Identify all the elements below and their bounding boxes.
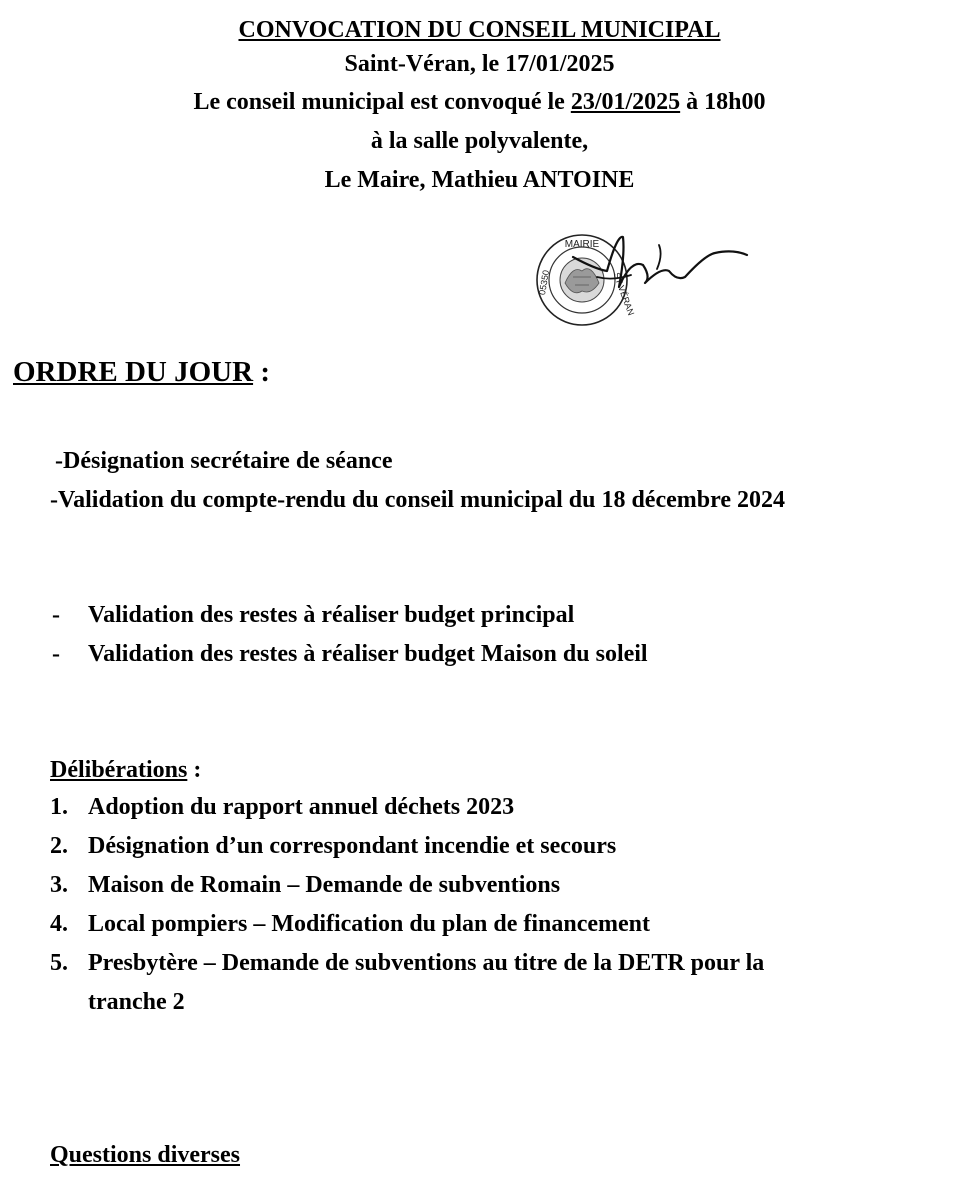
agenda-heading-text: ORDRE DU JOUR [13,356,254,388]
agenda-heading-suffix: : [253,356,270,388]
deliberation-text: Adoption du rapport annuel déchets 2023 [88,794,515,820]
deliberations-heading-text: Délibérations [50,757,188,783]
seal-text-right: ST VÉRAN [611,271,637,317]
deliberation-text: Local pompiers – Modification du plan de financement [88,911,651,937]
signatory: Le Maire, Mathieu ANTOINE [324,167,635,193]
deliberations-heading-suffix: : [187,757,202,783]
intro-item-secretary: -Désignation secrétaire de séance [55,448,393,474]
deliberation-text-continuation: tranche 2 [88,989,185,1015]
questions-heading [50,1143,240,1167]
deliberation-text: Maison de Romain – Demande de subventions [88,872,561,898]
deliberation-number: 5. [50,950,68,976]
questions-heading-text: Questions diverses [50,1142,241,1168]
bullet-text: Validation des restes à réaliser budget principal [88,602,575,628]
meeting-date: 23/01/2025 [570,89,681,115]
deliberation-number: 4. [50,911,68,937]
convocation-prefix: Le conseil municipal est convoqué le [193,89,565,115]
seal-code: 05350 [536,269,552,296]
convocation-line [0,90,959,114]
meeting-location: à la salle polyvalente, [370,128,589,154]
bullet-dash: - [52,602,60,628]
deliberation-number: 1. [50,794,68,820]
title-text: CONVOCATION DU CONSEIL MUNICIPAL [238,17,721,43]
deliberations-heading [50,758,201,782]
mayor-seal-signature [535,225,755,335]
intro-item-minutes: -Validation du compte-rendu du conseil municipal du 18 décembre 2024 [50,487,785,513]
document-title [0,18,959,42]
agenda-heading [13,358,270,387]
deliberation-number: 2. [50,833,68,859]
bullet-text: Validation des restes à réaliser budget Maison du soleil [88,641,648,667]
bullet-dash: - [52,641,60,667]
deliberation-text: Désignation d’un correspondant incendie et secours [88,833,617,859]
place-date: Saint-Véran, le 17/01/2025 [344,51,615,77]
seal-text-top: MAIRIE [564,239,600,250]
deliberation-text: Presbytère – Demande de subventions au titre de la DETR pour la [88,950,765,976]
convocation-suffix: à 18h00 [686,89,766,115]
deliberation-number: 3. [50,872,68,898]
